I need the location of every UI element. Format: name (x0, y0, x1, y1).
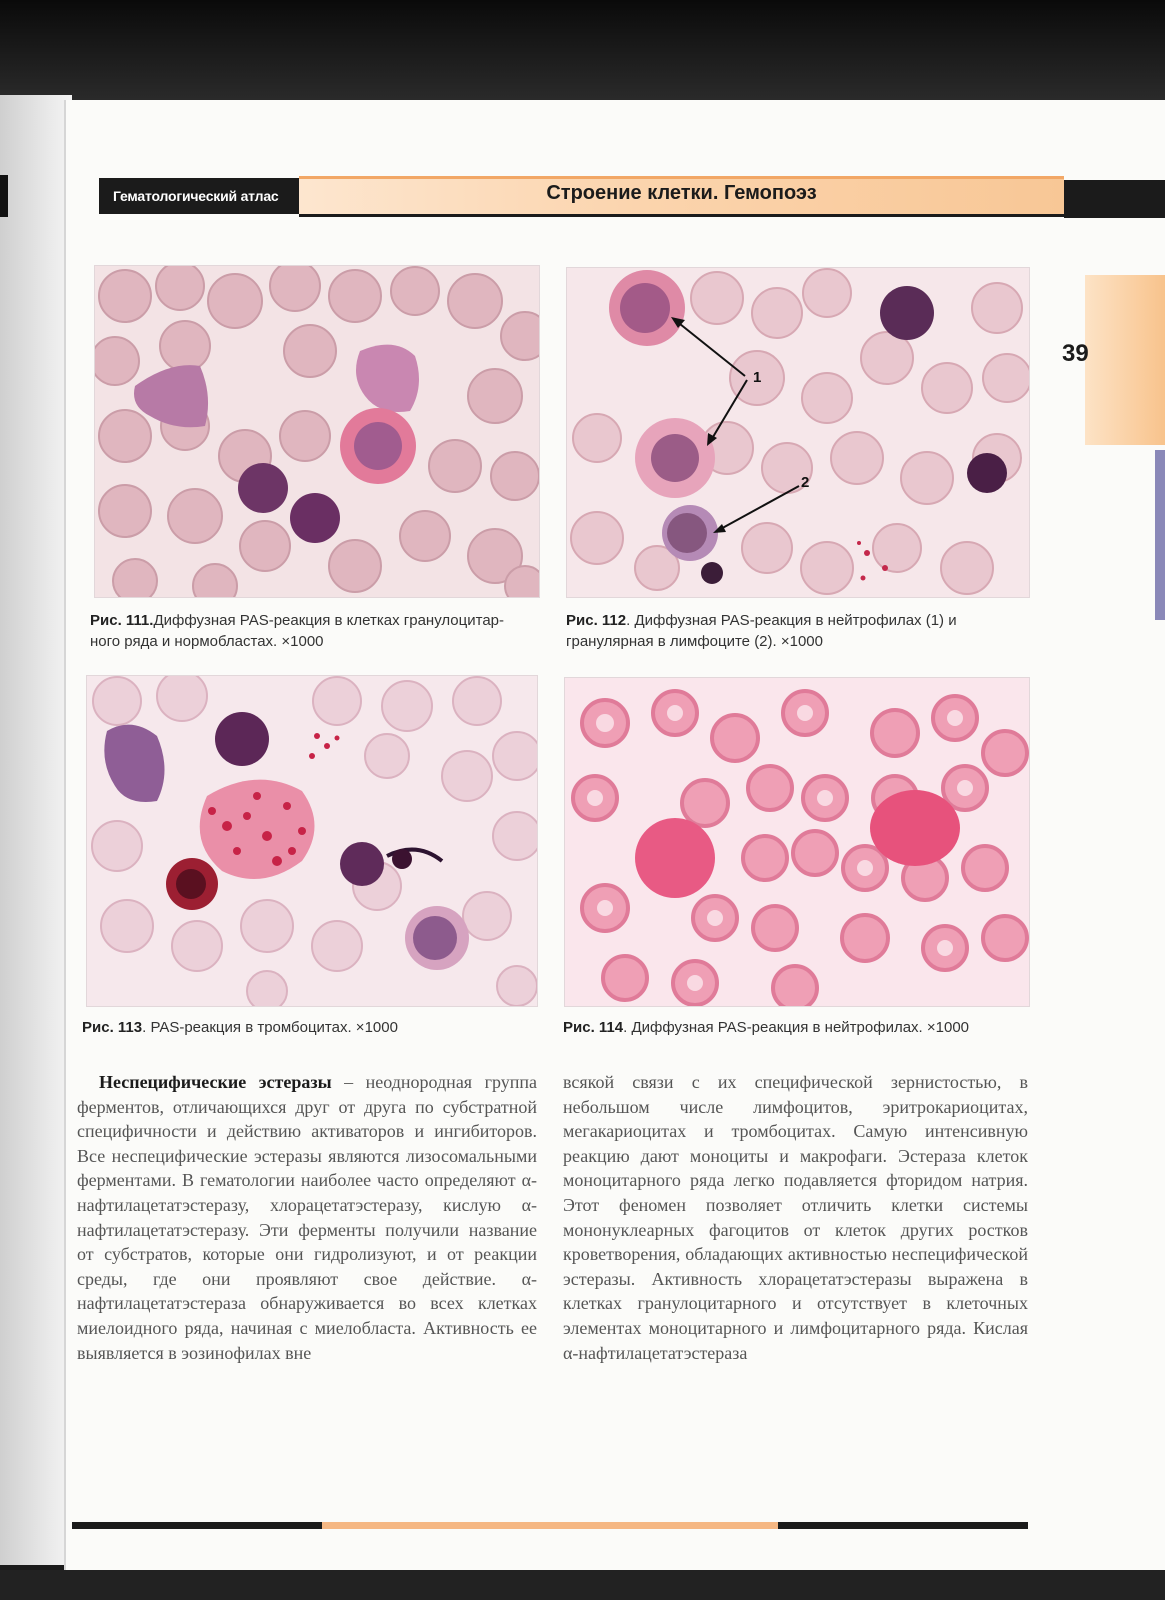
figure-113-text: . PAS-реакция в тромбоцитах. ×1000 (142, 1019, 398, 1036)
figure-111-text: Диффузная PAS-реакция в клетках гранулоцитар- (153, 612, 505, 629)
edge-marker (1155, 450, 1165, 620)
facing-page-marker (0, 175, 8, 217)
figure-112-number: Рис. 112 (566, 612, 627, 629)
figure-111-number: Рис. 111. (90, 612, 154, 629)
figure-114-number: Рис. 114 (563, 1019, 624, 1036)
figure-114-image (564, 677, 1030, 1007)
figure-111-image (94, 265, 540, 598)
figure-112-text: . Диффузная PAS-реакция в нейтрофилах (1) и (626, 612, 957, 629)
figure-112-label-2: 2 (801, 474, 810, 491)
figure-113-number: Рис. 113 (82, 1019, 143, 1036)
header-right-block (1064, 180, 1165, 218)
footer-rule-right (778, 1522, 1028, 1529)
body-text-left-content: – неоднородная группа ферментов, отличающихся друг от друга по субстратной специфичности и действию активаторов и ингибиторов. Все неспецифические эстеразы являются лизосомальными ферментами. В гематологии наиболее часто определяют α-нафтилацетатэстеразу, хлорацетатэстеразу, кислую α-нафтилацетатэстеразу. Эти ферменты получили название от субстратов, которые они гидролизуют, и от реакции среды, где они проявляют свое действие. α-нафтилацетатэстераза обнаруживается во всех клетках миелоидного ряда, начиная с миелобласта. Активность ее выявляется в эозинофилах вне (77, 1072, 537, 1363)
figure-112-image (566, 267, 1030, 598)
figure-114-caption (563, 1017, 1033, 1038)
chapter-title: Строение клетки. Гемопоэз (546, 182, 817, 204)
body-text-left (77, 1070, 537, 1365)
figure-114-text: . Диффузная PAS-реакция в нейтрофилах. ×1000 (623, 1019, 970, 1036)
book-title: Гематологический атлас (99, 178, 299, 214)
figure-112-caption (566, 610, 1036, 652)
figure-111-caption (90, 610, 540, 652)
figure-112-label-1: 1 (753, 369, 762, 386)
footer-rule-middle (322, 1522, 778, 1529)
figure-111-text-line2: ного ряда и нормобластах. ×1000 (90, 633, 324, 650)
scan-bottom-shadow (0, 1570, 1165, 1600)
scan-top-shadow (0, 0, 1165, 100)
footer-rule-left (72, 1522, 322, 1529)
figure-113-image (86, 675, 538, 1007)
page-tab (1085, 275, 1165, 445)
body-text-right (563, 1070, 1028, 1365)
figure-112-text-line2: гранулярная в лимфоците (2). ×1000 (566, 633, 823, 650)
header-rule (299, 214, 1064, 217)
body-text-right-content: всякой связи с их специфической зернистостью, в небольшом числе лимфоцитов, эритрокариоцитах, мегакариоцитах и тромбоцитах. Самую интенсивную реакцию дают моноциты и макрофаги. Эстераза клеток моноцитарного ряда легко подавляется фторидом натрия. Этот феномен позволяет отличить клетки системы мононуклеарных фагоцитов от клеток других ростков кроветворения, обладающих активностью неспецифической эстеразы. Активность хлорацетатэстеразы выражена в клетках гранулоцитарного и отсутствует в клеточных элементах моноцитарного и лимфоцитарного ряда. Кислая α-нафтилацетатэстераза (563, 1072, 1028, 1363)
facing-page-edge (0, 95, 72, 1565)
lead-term: Неспецифические эстеразы (99, 1072, 332, 1092)
page-number: 39 (1062, 340, 1089, 367)
figure-113-caption (82, 1017, 542, 1038)
